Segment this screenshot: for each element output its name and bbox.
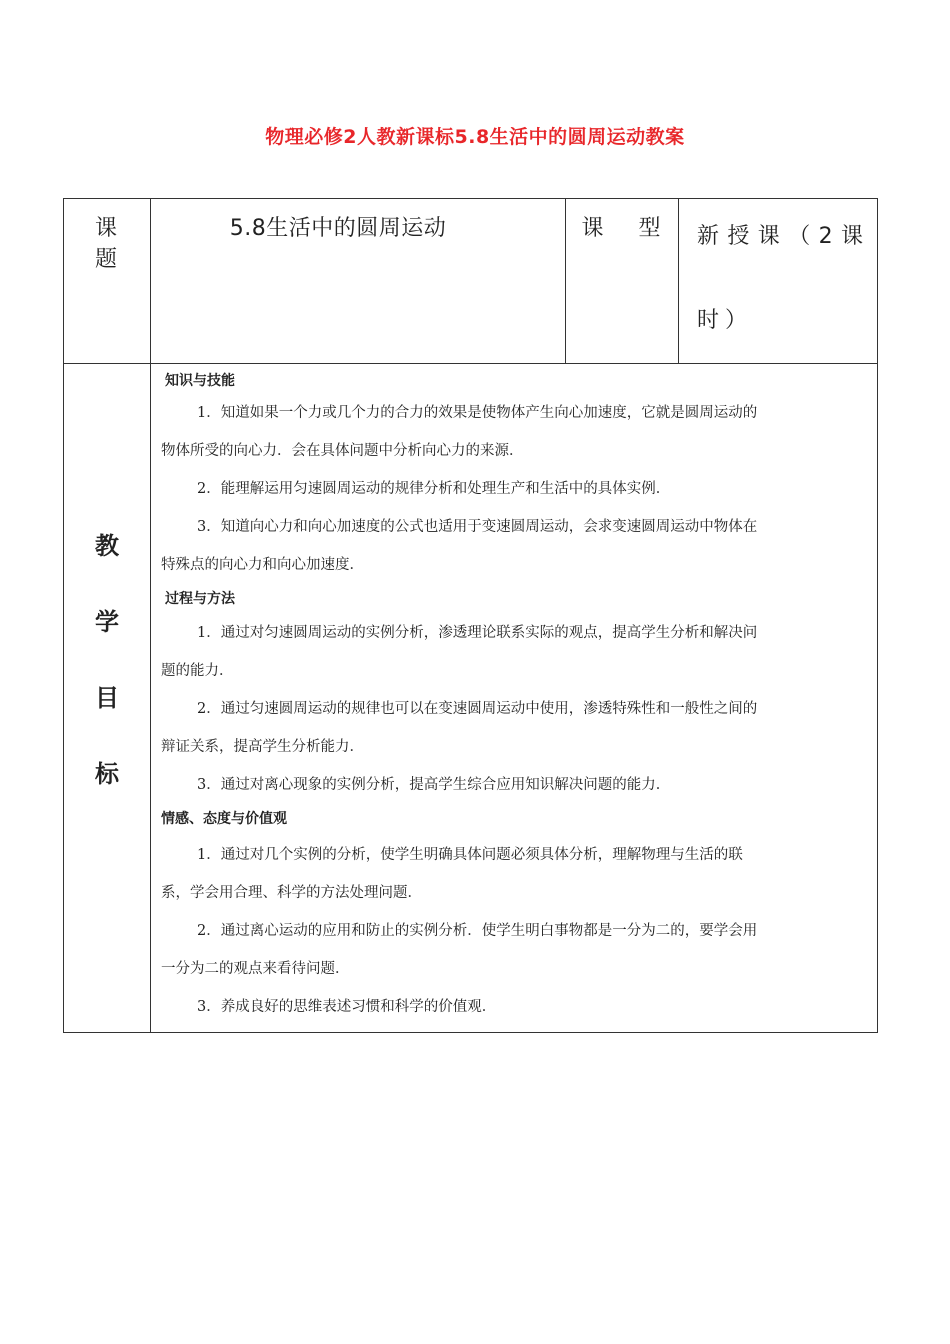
- paragraph: 1．通过对匀速圆周运动的实例分析，渗透理论联系实际的观点，提高学生分析和解决问: [197, 625, 758, 641]
- paragraph: 1．通过对几个实例的分析，使学生明确具体问题必须具体分析，理解物理与生活的联: [197, 847, 743, 863]
- paragraph: 2．通过匀速圆周运动的规律也可以在变速圆周运动中使用，渗透特殊性和一般性之间的: [197, 701, 758, 717]
- paragraph: 2．通过离心运动的应用和防止的实例分析．使学生明白事物都是一分为二的，要学会用: [197, 923, 758, 939]
- objectives-row: [64, 364, 878, 1033]
- type-cell: [679, 199, 878, 364]
- header-row: [64, 199, 878, 364]
- side-char-3: 目: [95, 684, 119, 712]
- paragraph: 一分为二的观点来看待问题．: [161, 961, 350, 977]
- paragraph: 1．知道如果一个力或几个力的合力的效果是使物体产生向心加速度，它就是圆周运动的: [197, 405, 758, 421]
- paragraph: 3．养成良好的思维表述习惯和科学的价值观．: [197, 999, 497, 1015]
- side-char-1: 教: [95, 532, 119, 560]
- objectives-body: [151, 364, 878, 1033]
- lesson-plan-table: [63, 198, 878, 1033]
- topic-value: 5.8生活中的圆周运动: [151, 199, 566, 364]
- paragraph: 3．通过对离心现象的实例分析，提高学生综合应用知识解决问题的能力．: [197, 777, 671, 793]
- section-heading-process: 过程与方法: [165, 591, 235, 607]
- paragraph: 题的能力．: [161, 663, 234, 679]
- paragraph: 2．能理解运用匀速圆周运动的规律分析和处理生产和生活中的具体实例．: [197, 481, 671, 497]
- type-value: 新授课（2课时）: [697, 224, 869, 333]
- paragraph: 辩证关系，提高学生分析能力．: [161, 739, 364, 755]
- topic-label: 课 题: [64, 199, 151, 364]
- document-title: 物理必修2人教新课标5.8生活中的圆周运动教案: [265, 126, 685, 148]
- objectives-side-label: [64, 364, 151, 1033]
- side-char-2: 学: [95, 608, 119, 636]
- section-heading-knowledge: 知识与技能: [165, 373, 235, 389]
- type-label: 课 型: [566, 199, 679, 364]
- section-heading-values: 情感、态度与价值观: [161, 811, 287, 827]
- paragraph: 系，学会用合理、科学的方法处理问题．: [161, 885, 422, 901]
- side-char-4: 标: [95, 760, 119, 788]
- paragraph: 特殊点的向心力和向心加速度．: [161, 557, 364, 573]
- paragraph: 物体所受的向心力．会在具体问题中分析向心力的来源．: [161, 443, 524, 459]
- paragraph: 3．知道向心力和向心加速度的公式也适用于变速圆周运动，会求变速圆周运动中物体在: [197, 519, 758, 535]
